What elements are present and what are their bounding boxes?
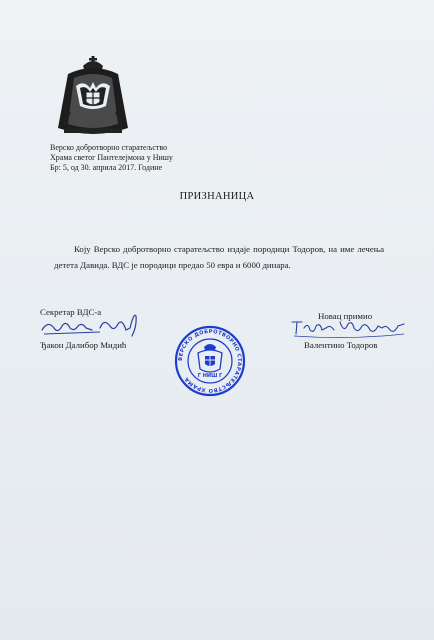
organization-name: Верско добротворно старатељство [50, 143, 168, 152]
body-paragraph: Коју Верско добротворно старатељство издаје породици Тодоров, на име лечења детета Давида. ВДС је породици предао 50 евра и 6000 динара. [54, 244, 384, 270]
secretary-role: Секретар ВДС-а [40, 307, 102, 317]
stamp-ring-text: ВЕРСКО ДОБРОТВОРНО СТАРАТЕЉСТВО ХРАМА [177, 328, 243, 394]
temple-name: Храма светог Пантелејмона у Нишу [50, 153, 173, 162]
secretary-name: Ђакон Далибор Мидић [40, 340, 127, 350]
recipient-role: Новац примио [318, 311, 373, 321]
document-title: ПРИЗНАНИЦА [179, 191, 255, 202]
document-reference: Бр: 5, од 30. априла 2017. Године [50, 163, 163, 172]
recipient-signature [290, 314, 408, 342]
stamp-place-text: Г НИШ Г [197, 373, 223, 379]
secretary-signature [40, 308, 150, 344]
church-emblem-logo [50, 52, 136, 140]
recipient-name: Валентино Тодоров [304, 340, 378, 350]
organization-header [50, 143, 173, 173]
official-stamp [174, 325, 246, 397]
document-body [54, 241, 384, 273]
